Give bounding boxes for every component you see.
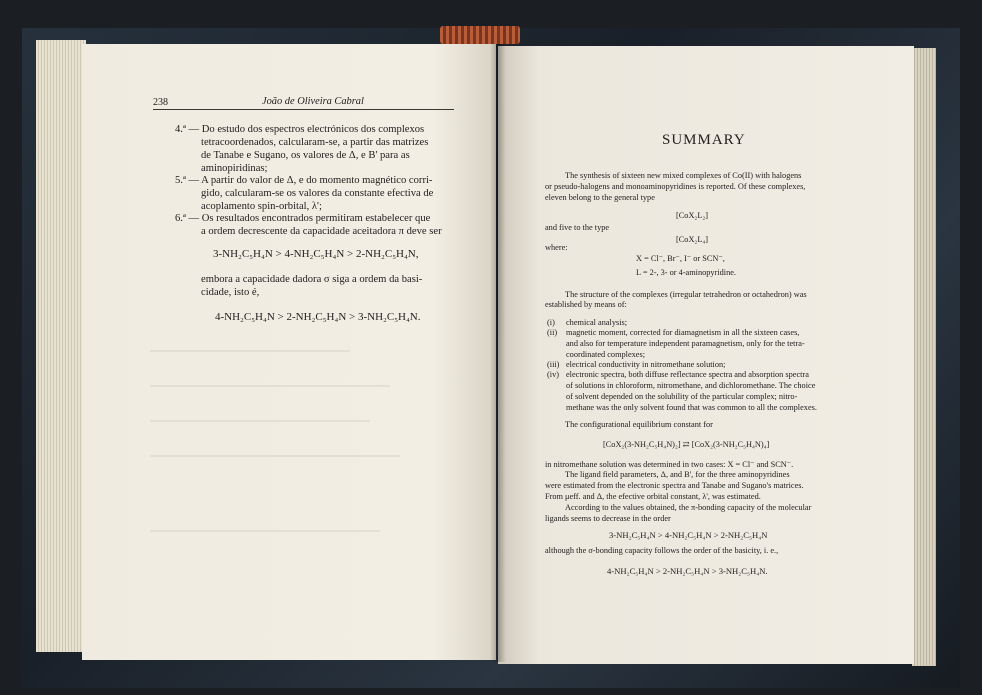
text-line: 4.ª — Do estudo dos espectros electrónicos dos complexos <box>175 124 425 135</box>
text-line: eleven belong to the general type <box>545 193 655 202</box>
method-num: (iii) <box>547 360 560 369</box>
method-line: coordinated complexes; <box>566 350 646 359</box>
page-edges-left <box>36 40 86 652</box>
page-number: 238 <box>153 97 168 108</box>
method-line: of solvent depended on the solubility of the particular complex; nitro- <box>566 392 798 401</box>
equilibrium-equation: [CoX₂(3-NH₂C₅H₄N)₂] ⇄ [CoX₂(3-NH₂C₅H₄N)₄] <box>603 440 770 449</box>
text-line: From μeff. and Δ, the efective orbital constant, λ', was estimated. <box>545 492 761 501</box>
formula-order-2: 4-NH₂C₅H₄N > 2-NH₂C₅H₄N > 3-NH₂C₅H₄N. <box>607 566 768 576</box>
method-line: magnetic moment, corrected for diamagnetism in all the sixteen cases, <box>566 328 800 337</box>
text-line: a ordem decrescente da capacidade aceitadora π deve ser <box>201 226 442 237</box>
text-line: The configurational equilibrium constant for <box>565 420 713 429</box>
text-line: The synthesis of sixteen new mixed complexes of Co(II) with halogens <box>565 171 802 180</box>
method-line: electronic spectra, both diffuse reflectance spectra and absorption spectra <box>566 370 809 379</box>
text-line: ligands seems to decrease in the order <box>545 514 671 523</box>
running-head: João de Oliveira Cabral <box>262 96 364 107</box>
method-num: (ii) <box>547 328 558 337</box>
text-line: aminopiridinas; <box>201 163 268 174</box>
page-edges-right <box>912 48 936 666</box>
text-line: where: <box>545 243 568 252</box>
x-definition: X = Cl⁻, Br⁻, I⁻ or SCN⁻, <box>636 254 725 263</box>
text-line: cidade, isto é, <box>201 287 260 298</box>
formula-order-sigma: 4-NH₂C₅H₄N > 2-NH₂C₅H₄N > 3-NH₂C₅H₄N. <box>215 311 421 323</box>
text-line: were estimated from the electronic spectra and Tanabe and Sugano's matrices. <box>545 481 804 490</box>
formula-order-pi: 3-NH₂C₅H₄N > 4-NH₂C₅H₄N > 2-NH₂C₅H₄N, <box>213 248 419 260</box>
text-line: embora a capacidade dadora σ siga a ordem da basi- <box>201 274 423 285</box>
summary-title: SUMMARY <box>662 132 746 148</box>
text-line: The structure of the complexes (irregular tetrahedron or octahedron) was <box>565 290 807 299</box>
bleed-through <box>150 530 380 532</box>
text-line: and five to the type <box>545 223 610 232</box>
bleed-through <box>150 455 400 457</box>
method-num: (iv) <box>547 370 559 379</box>
text-line: de Tanabe e Sugano, os valores de Δ, e B' para as <box>201 150 410 161</box>
book-headband <box>440 26 520 44</box>
text-line: 5.ª — A partir do valor de Δ, e do momento magnético corri- <box>175 175 433 186</box>
bleed-through <box>150 420 370 422</box>
formula-order-1: 3-NH₂C₅H₄N > 4-NH₂C₅H₄N > 2-NH₂C₅H₄N <box>609 530 768 540</box>
l-definition: L = 2-, 3- or 4-aminopyridine. <box>636 268 736 277</box>
text-line: acoplamento spin-orbital, λ'; <box>201 201 322 212</box>
method-line: methane was the only solvent found that was common to all the complexes. <box>566 403 817 412</box>
bleed-through <box>150 350 350 352</box>
method-line: and also for temperature independent paramagnetism, only for the tetra- <box>566 339 805 348</box>
text-line: tetracoordenados, calcularam-se, a partir das matrizes <box>201 137 429 148</box>
formula-type-2: [CoX₂L₄] <box>676 235 709 244</box>
text-line: The ligand field parameters, Δ, and B', for the three aminopyridines <box>565 470 790 479</box>
text-line: established by means of: <box>545 300 627 309</box>
formula-type-1: [CoX₂L₂] <box>676 211 709 220</box>
text-line: or pseudo-halogens and monoaminopyridines is reported. Of these complexes, <box>545 182 806 191</box>
text-line: 6.ª — Os resultados encontrados permitiram estabelecer que <box>175 213 431 224</box>
text-line: gido, calcularam-se os valores da constante efectiva de <box>201 188 434 199</box>
header-rule <box>153 109 454 110</box>
method-num: (i) <box>547 318 555 327</box>
text-line: although the σ-bonding capacity follows the order of the basicity, i. e., <box>545 546 779 555</box>
book-gutter <box>490 44 506 662</box>
bleed-through <box>150 385 390 387</box>
method-line: electrical conductivity in nitromethane solution; <box>566 360 726 369</box>
text-line: in nitromethane solution was determined in two cases: X = Cl⁻ and SCN⁻. <box>545 460 794 469</box>
method-line: chemical analysis; <box>566 318 628 327</box>
text-line: According to the values obtained, the π-bonding capacity of the molecular <box>565 503 812 512</box>
method-line: of solutions in chloroform, nitromethane, and dichloromethane. The choice <box>566 381 816 390</box>
